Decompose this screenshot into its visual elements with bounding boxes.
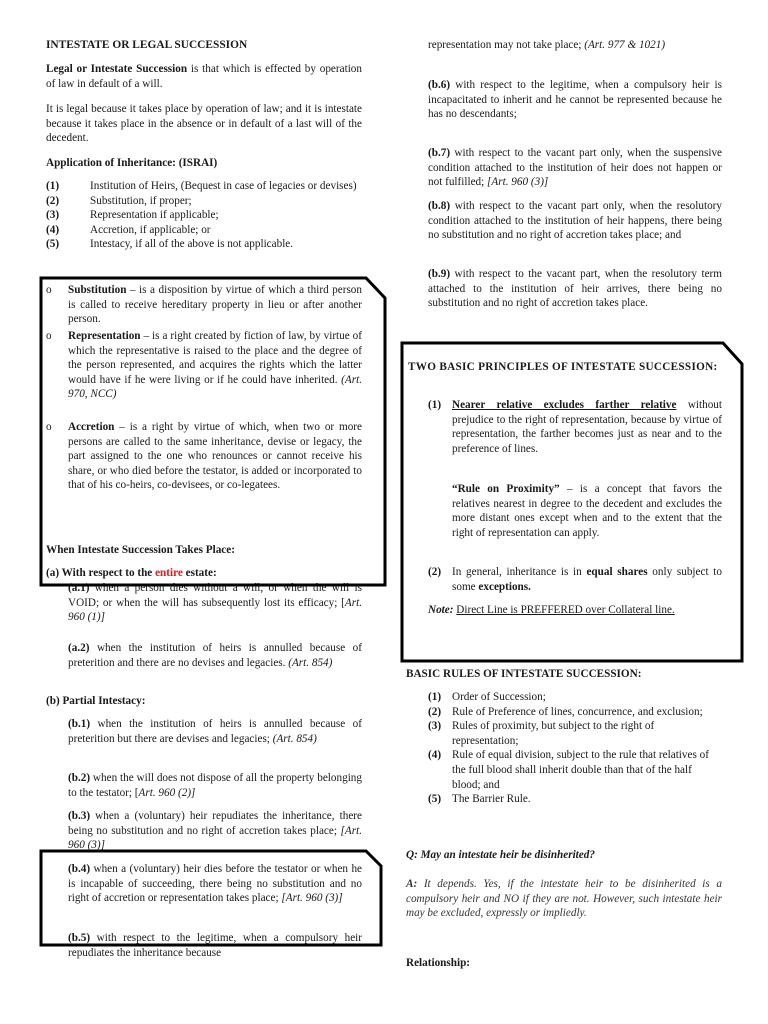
bullet-icon: o: [46, 421, 52, 433]
principle-2: (2) In general, inheritance is in equal shares only subject to some exceptions.: [428, 566, 722, 593]
bullet-icon: o: [46, 284, 52, 296]
item-b9: (b.9) with respect to the vacant part, when the resolutory term attached to the institution of heir arrives, there being no substitution and no right of accretion takes place.: [428, 268, 722, 310]
intro-rest: is that which is effected by operation of law in default of a will.: [46, 63, 362, 90]
application-item: (1) Institution of Heirs, (Bequest in case of legacies or devises): [46, 180, 357, 192]
question: Q: May an intestate heir be disinherited?: [406, 849, 595, 861]
item-a2: (a.2) when the institution of heirs is annulled because of preterition and there are no devises and legacies. (Art. 854): [68, 642, 362, 669]
item-b3: (b.3) when a (voluntary) heir repudiates the inheritance, there being no substitution and no right of accretion takes place; [Art. 960 (3)]: [68, 810, 362, 852]
rules-list: [428, 690, 722, 807]
answer: A: It depends. Yes, if the intestate heir to be disinherited is a compulsory heir and NO if they are not. However, such intestate heir may be excluded, expressly or impliedly.: [406, 878, 722, 920]
rules-heading: BASIC RULES OF INTESTATE SUCCESSION:: [406, 668, 642, 680]
definition-representation: o Representation – is a right created by fiction of law, by virtue of which the representative is raised to the place and the degree of the person represented, and acquires the rights which the latter would have if he were living or if he could have inherited. (Art. 970, NCC): [46, 330, 362, 401]
application-heading: Application of Inheritance: (ISRAI): [46, 157, 218, 169]
application-item: (5) Intestacy, if all of the above is not applicable.: [46, 238, 294, 251]
definition-substitution: o Substitution – is a disposition by virtue of which a third person is called to receive hereditary property in lieu or after another person.: [46, 284, 362, 326]
principles-heading: TWO BASIC PRINCIPLES OF INTESTATE SUCCESSION:: [408, 361, 718, 373]
rule-item: (1) Order of Succession;: [428, 691, 546, 703]
continued-text: representation may not take place; (Art. 977 & 1021): [428, 39, 666, 51]
bullet-icon: o: [46, 330, 52, 342]
item-a1: (a.1) when a person dies without a will, or when the will is VOID; or when the will has subsequently lost its efficacy; [Art. 960 (1)]: [68, 582, 362, 624]
section-title: INTESTATE OR LEGAL SUCCESSION: [46, 39, 248, 51]
application-item: (3) Representation if applicable;: [46, 209, 219, 222]
item-b1: (b.1) when the institution of heirs is annulled because of preterition but there are devises and legacies; (Art. 854): [68, 718, 362, 745]
rule-item: (2) Rule of Preference of lines, concurrence, and exclusion;: [428, 705, 703, 718]
part-a-heading: (a) With respect to the entire estate:: [46, 567, 217, 579]
item-b4: (b.4) when a (voluntary) heir dies before the testator or when he is incapable of succeeding, there being no substitution and no right of accretion or representation takes place; [Art. 960 (3)]: [68, 863, 362, 905]
note: Note: Direct Line is PREFFERED over Collateral line.: [428, 604, 675, 616]
intro-term: Legal or Intestate Succession: [46, 63, 188, 75]
rule-item: (5) The Barrier Rule.: [428, 793, 531, 806]
intro-paragraph-2: It is legal because it takes place by operation of law; and it is intestate because it takes place in the absence or in default of a last will of the decedent.: [46, 103, 362, 145]
when-heading: When Intestate Succession Takes Place:: [46, 544, 235, 556]
item-b5: (b.5) with respect to the legitime, when a compulsory heir repudiates the inheritance because: [68, 932, 362, 959]
principle-1: (1) Nearer relative excludes farther relative without prejudice to the right of representation, because by virtue of representation, the farther becomes just as near and to the preference of lines.: [428, 399, 723, 455]
part-b-heading: (b) Partial Intestacy:: [46, 695, 146, 707]
definition-accretion: o Accretion – is a right by virtue of which, when two or more persons are called to the same inheritance, devise or legacy, the part assigned to the one who renounces or cannot receive his share, or who died before the testator, is added or incorporated to that of his co-heirs, co-devisees, or co-legatees.: [46, 421, 362, 492]
rule-on-proximity: “Rule on Proximity” – is a concept that favors the relatives nearest in degree to the decedent and excludes the more distant ones except when and to the extent that the right of representation can apply.: [452, 483, 722, 539]
application-item: (2) Substitution, if proper;: [46, 194, 192, 207]
item-b8: (b.8) with respect to the vacant part only, when the resolutory condition attached to the institution of heir happens, there being no substitution and no right of accretion takes place; and: [428, 200, 722, 242]
item-b7: (b.7) with respect to the vacant part only, when the suspensive condition attached to the institution of heir does not happen or not fulfilled; [Art. 960 (3)]: [428, 147, 722, 189]
rule-item: (4) Rule of equal division, subject to the rule that relatives of the full blood shall inherit double than that of the half blood; and: [428, 749, 709, 791]
item-b2: (b.2) when the will does not dispose of all the property belonging to the testator; [Art. 960 (2)]: [68, 772, 362, 799]
intro-paragraph: [46, 62, 362, 91]
relationship-heading: Relationship:: [406, 957, 471, 969]
application-list: [46, 179, 362, 252]
rule-item: (3) Rules of proximity, but subject to the right of representation;: [428, 720, 655, 747]
application-item: (4) Accretion, if applicable; or: [46, 223, 211, 236]
item-b6: (b.6) with respect to the legitime, when a compulsory heir is incapacitated to inherit and he cannot be represented because he has no descendants;: [428, 79, 722, 121]
